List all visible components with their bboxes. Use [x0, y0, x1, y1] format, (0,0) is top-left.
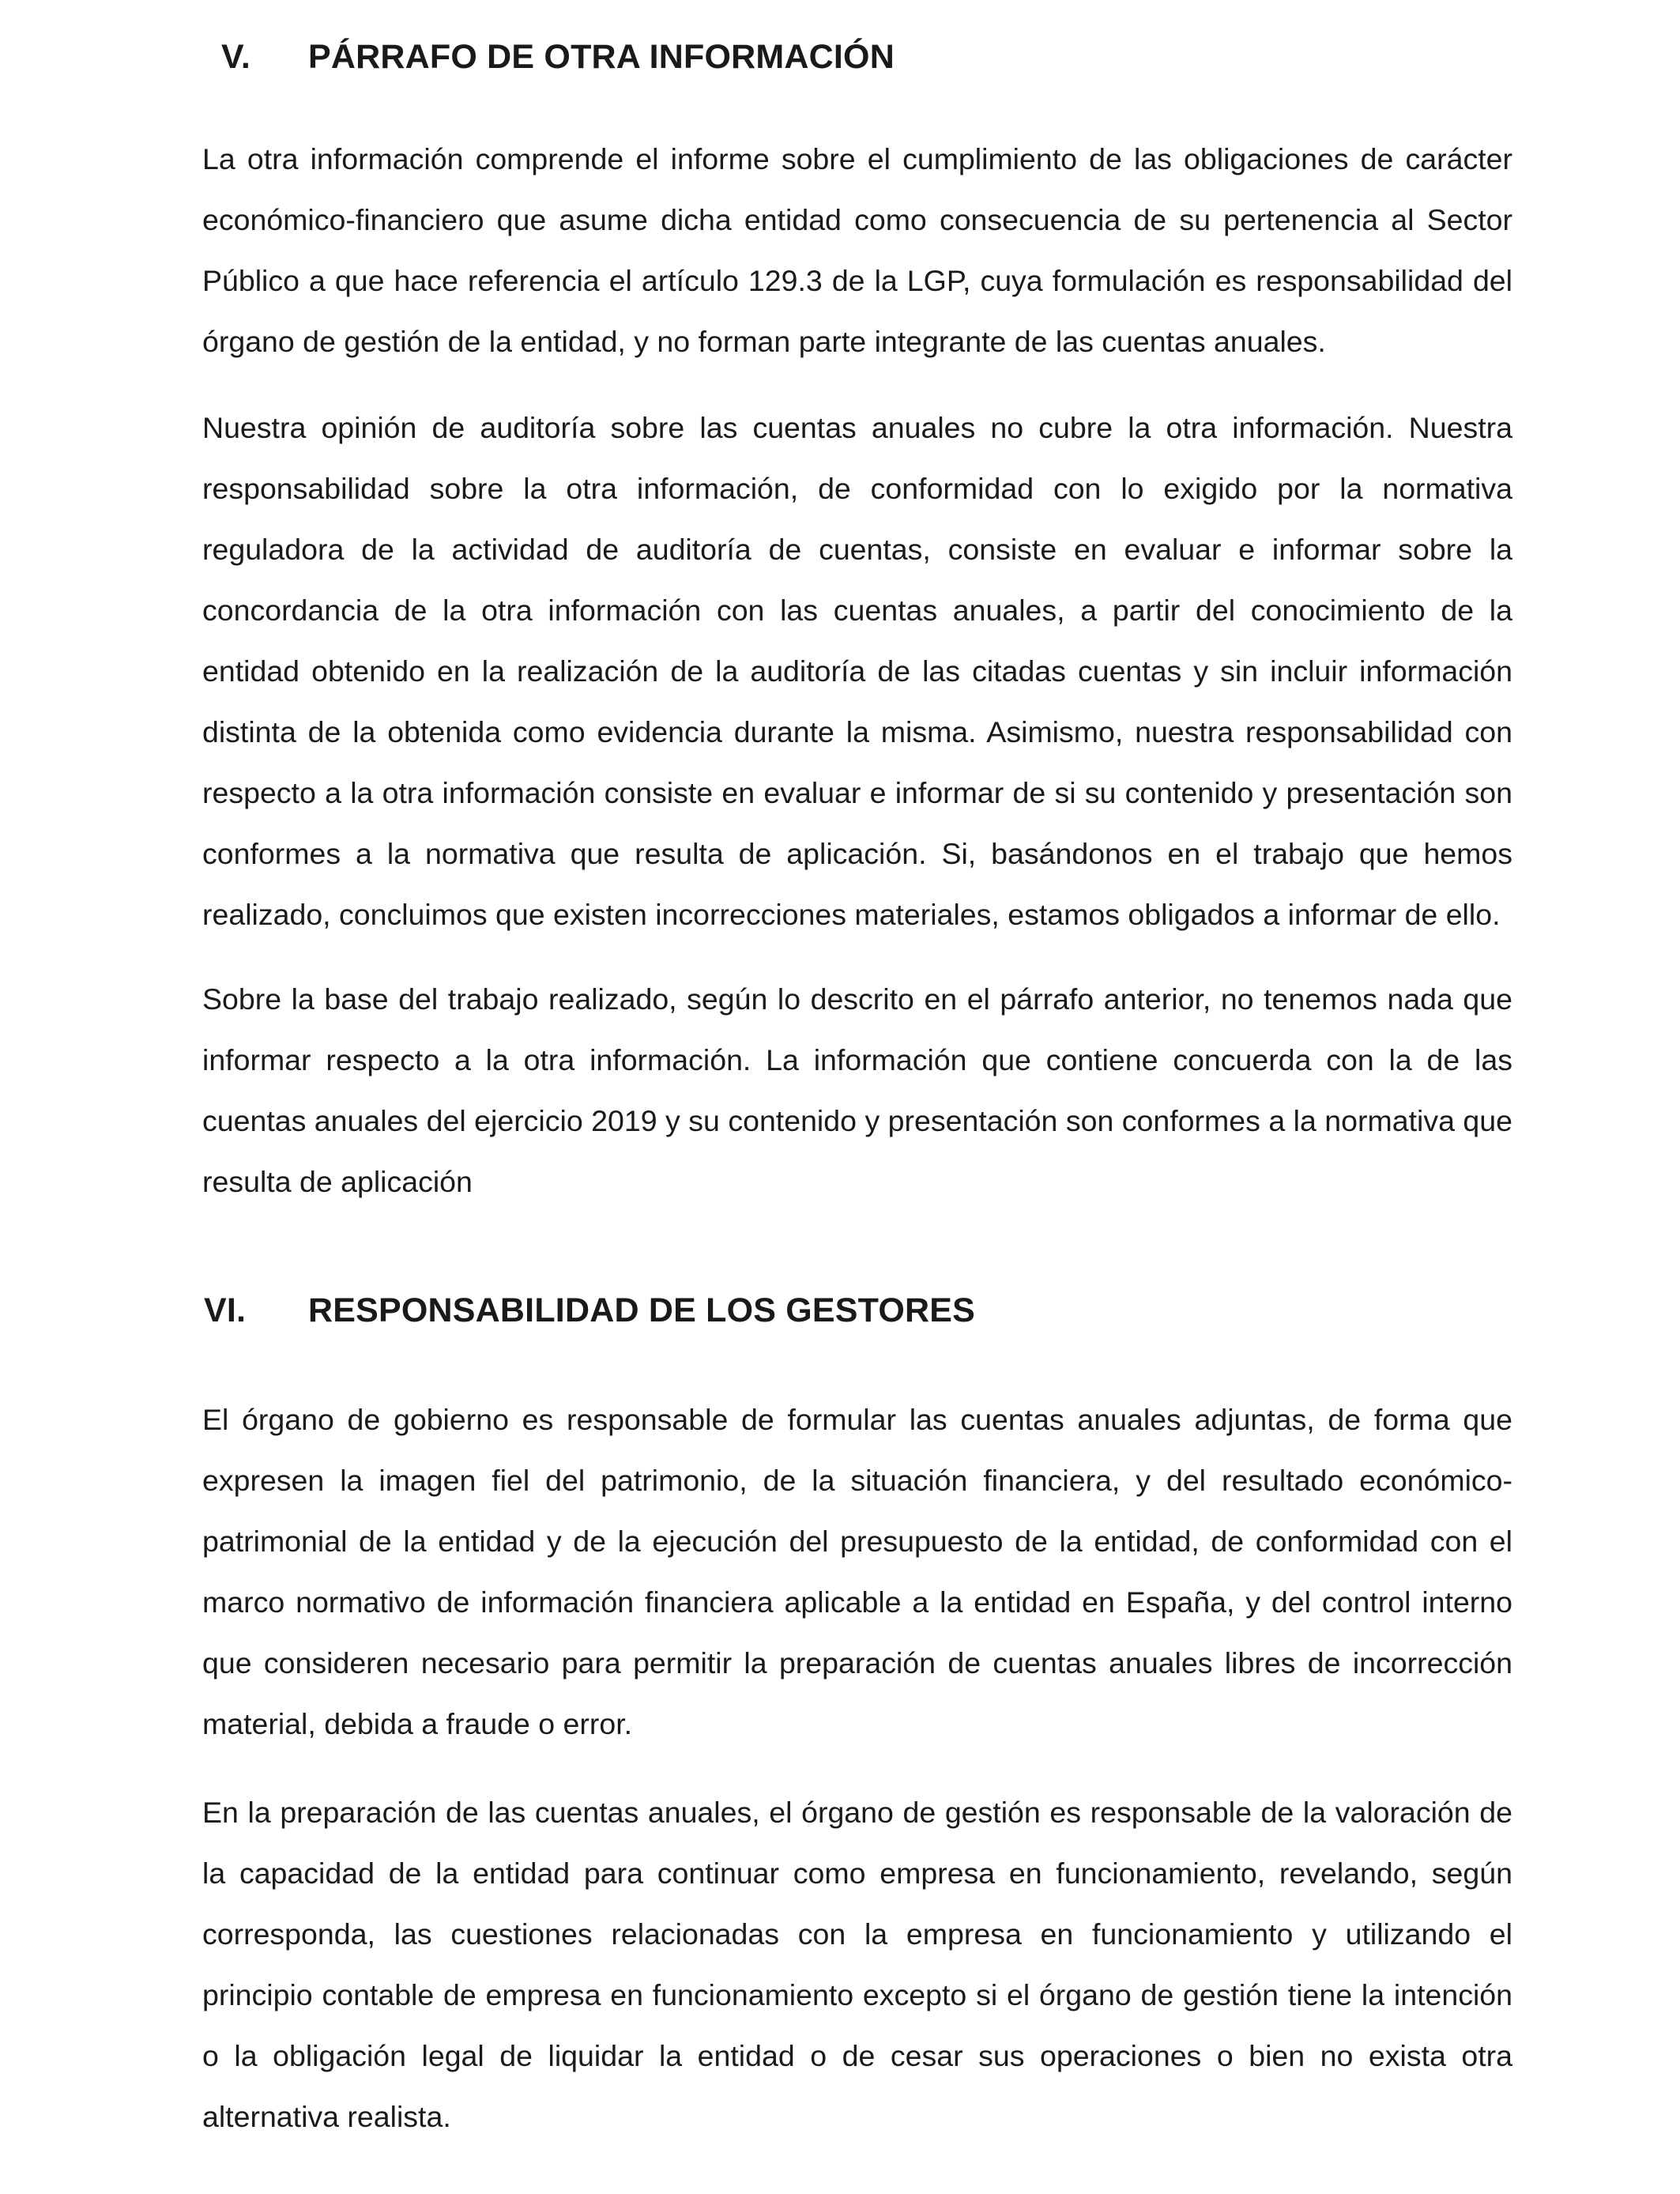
section-heading-v — [221, 33, 895, 81]
section-heading-vi — [204, 1287, 975, 1334]
paragraph-gestores-1: El órgano de gobierno es responsable de formular las cuentas anuales adjuntas, de forma que expresen la imagen fiel del patrimonio, de la situación financiera, y del resultado económico-patrimonial de la entidad y de la ejecución del presupuesto de la entidad, de conformidad con el marco normativo de información financiera aplicable a la entidad en España, y del control interno que consideren necesario para permitir la preparación de cuentas anuales libres de incorrección material, debida a fraude o error. — [202, 1403, 1512, 1740]
paragraph-otra-informacion-1: La otra información comprende el informe sobre el cumplimiento de las obligaciones de carácter económico-financiero que asume dicha entidad como consecuencia de su pertenencia al Sector Público a que hace referencia el artículo 129.3 de la LGP, cuya formulación es responsabilidad del órgano de gestión de la entidad, y no forman parte integrante de las cuentas anuales. — [202, 142, 1512, 358]
section-title: PÁRRAFO DE OTRA INFORMACIÓN — [308, 38, 895, 76]
paragraph-gestores-2: En la preparación de las cuentas anuales, el órgano de gestión es responsable de la valoración de la capacidad de la entidad para continuar como empresa en funcionamiento, revelando, según corresponda, las cuestiones relacionadas con la empresa en funcionamiento y utilizando el principio contable de empresa en funcionamiento excepto si el órgano de gestión tiene la intención o la obligación legal de liquidar la entidad o de cesar sus operaciones o bien no exista otra alternativa realista. — [202, 1796, 1512, 2133]
section-title: RESPONSABILIDAD DE LOS GESTORES — [308, 1291, 976, 1329]
section-number: V. — [221, 38, 251, 76]
paragraph-otra-informacion-2: Nuestra opinión de auditoría sobre las cuentas anuales no cubre la otra información. Nuestra responsabilidad sobre la otra información, de conformidad con lo exigido por la normativa reguladora de la actividad de auditoría de cuentas, consiste en evaluar e informar sobre la concordancia de la otra información con las cuentas anuales, a partir del conocimiento de la entidad obtenido en la realización de la auditoría de las citadas cuentas y sin incluir información distinta de la obtenida como evidencia durante la misma. Asimismo, nuestra responsabilidad con respecto a la otra información consiste en evaluar e informar de si su contenido y presentación son conformes a la normativa que resulta de aplicación. Si, basándonos en el trabajo que hemos realizado, concluimos que existen incorrecciones materiales, estamos obligados a informar de ello. — [202, 411, 1512, 931]
section-number: VI. — [204, 1291, 247, 1329]
paragraph-otra-informacion-3: Sobre la base del trabajo realizado, según lo descrito en el párrafo anterior, no tenemos nada que informar respecto a la otra información. La información que contiene concuerda con la de las cuentas anuales del ejercicio 2019 y su contenido y presentación son conformes a la normativa que resulta de aplicación — [202, 982, 1512, 1198]
